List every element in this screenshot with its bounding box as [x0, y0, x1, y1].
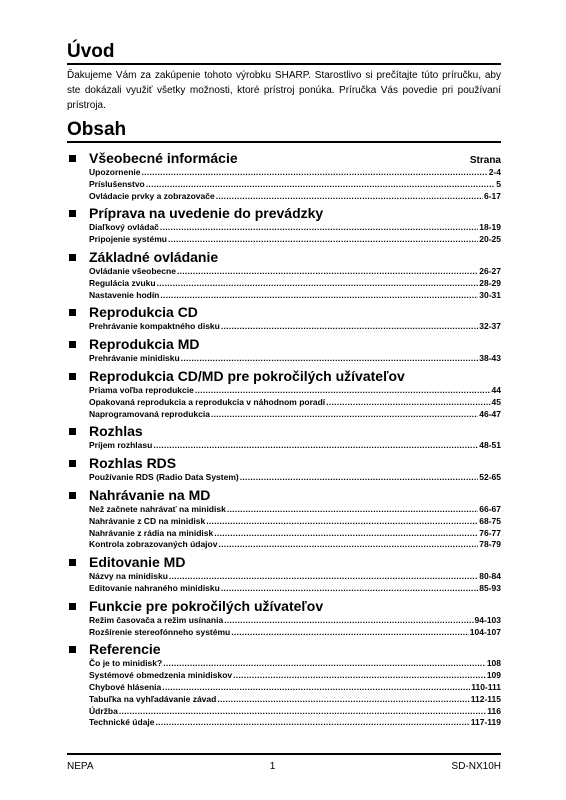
- dot-leader: [169, 571, 478, 583]
- toc-entry: [67, 191, 501, 203]
- toc-entry: [67, 627, 501, 639]
- toc-section-title: Nahrávanie na MD: [89, 486, 211, 503]
- toc-entry-label: Príjem rozhlasu: [89, 440, 153, 451]
- dot-leader: [206, 516, 478, 528]
- dot-leader: [156, 717, 470, 729]
- toc-entry-pages: 32-37: [479, 321, 501, 332]
- toc-section-header: [67, 205, 501, 222]
- toc-section-header: [67, 423, 501, 440]
- toc-entry-label: Upozornenie: [89, 167, 141, 177]
- toc-entry-label: Prehrávanie minidisku: [89, 353, 180, 364]
- dot-leader: [146, 179, 496, 191]
- dot-leader: [214, 528, 478, 540]
- toc-entry-pages: 20-25: [479, 234, 501, 245]
- square-bullet-icon: [69, 210, 76, 217]
- page-number: 1: [269, 761, 276, 772]
- toc-entry-label: Príslušenstvo: [89, 178, 145, 189]
- toc-entry-pages: 112-115: [470, 693, 501, 704]
- toc-entry-pages: 6-17: [483, 190, 501, 201]
- toc-entry: [67, 179, 501, 191]
- toc-entry: [67, 321, 501, 333]
- toc-entry: [67, 682, 501, 694]
- toc-entry-label: Diaľkový ovládač: [89, 222, 159, 233]
- dot-leader: [163, 658, 486, 670]
- dot-leader: [141, 167, 487, 179]
- toc-entry-pages: 26-27: [479, 265, 501, 276]
- toc-section: [67, 150, 501, 202]
- dot-leader: [227, 504, 478, 516]
- toc-section-title: Rozhlas RDS: [89, 455, 177, 472]
- toc-entry-label: Chybové hlásenia: [89, 681, 162, 692]
- toc-entry: [67, 234, 501, 246]
- toc-entry-pages: 104-107: [469, 626, 501, 637]
- toc-section-header: [67, 150, 501, 167]
- toc-entry: [67, 266, 501, 278]
- toc-section: [67, 205, 501, 246]
- toc-entry-pages: 48-51: [479, 440, 501, 451]
- toc-entry: [67, 222, 501, 234]
- toc-section-header: [67, 249, 501, 266]
- toc-entry: [67, 528, 501, 540]
- page-footer: [67, 761, 501, 772]
- dot-leader: [181, 353, 479, 365]
- toc-entry-label: Nastavenie hodín: [89, 289, 160, 300]
- toc-entry-label: Než začnete nahrávať na minidisk: [89, 503, 226, 514]
- toc-entry: [67, 353, 501, 365]
- toc-entry-pages: 52-65: [479, 472, 501, 483]
- dot-leader: [177, 266, 478, 278]
- dot-leader: [231, 627, 469, 639]
- toc-entry-pages: 80-84: [479, 571, 501, 582]
- toc-entry-pages: 66-67: [479, 503, 501, 514]
- toc-entry-pages: 68-75: [479, 515, 501, 526]
- toc-entry-label: Kontrola zobrazovaných údajov: [89, 539, 218, 550]
- dot-leader: [218, 539, 478, 551]
- toc-section-header: [67, 336, 501, 353]
- toc-section-title: Základné ovládanie: [89, 248, 219, 265]
- toc-section: [67, 249, 501, 301]
- toc-entry-label: Nahrávanie z rádia na minidisk: [89, 527, 214, 538]
- dot-leader: [160, 290, 478, 302]
- intro-heading-rule: [67, 63, 501, 65]
- toc-entry-pages: 109: [486, 670, 501, 681]
- toc-entry-label: Rozšírenie stereofónneho systému: [89, 626, 231, 637]
- square-bullet-icon: [69, 492, 76, 499]
- dot-leader: [157, 278, 479, 290]
- toc-entry-pages: 76-77: [479, 527, 501, 538]
- intro-heading: Úvod: [67, 41, 115, 62]
- toc-entry-label: Čo je to minidisk?: [89, 658, 163, 669]
- toc-entry: [67, 516, 501, 528]
- intro-paragraph: Ďakujeme Vám za zakúpenie tohoto výrobku SHARP. Starostlivo si prečítajte túto príručku, aby ste dokázali využiť všetky možnosti, ktoré prístroj ponúka. Príručka Vás povedie pri používaní prístroja.: [67, 70, 501, 111]
- toc-entry-label: Ovládacie prvky a zobrazovače: [89, 190, 215, 201]
- square-bullet-icon: [69, 309, 76, 316]
- toc-section: [67, 455, 501, 484]
- toc-entry: [67, 472, 501, 484]
- toc-entry-pages: 28-29: [479, 277, 501, 288]
- toc-section-header: [67, 598, 501, 615]
- toc-section-title: Reprodukcia MD: [89, 336, 200, 353]
- toc-entry: [67, 290, 501, 302]
- toc-entry-pages: 30-31: [479, 289, 501, 300]
- model-number: SD-NX10H: [451, 761, 501, 772]
- toc-section: [67, 641, 501, 729]
- dot-leader: [221, 321, 478, 333]
- toc-section-header: [67, 368, 501, 385]
- toc-entry-pages: 94-103: [474, 614, 501, 625]
- toc-section-header: [67, 554, 501, 571]
- toc-entry: [67, 278, 501, 290]
- contents-heading: Obsah: [67, 119, 127, 140]
- footer-rule: [67, 753, 501, 755]
- toc-section-title: Príprava na uvedenie do prevádzky: [89, 205, 324, 222]
- dot-leader: [216, 191, 483, 203]
- toc-entry: [67, 706, 501, 718]
- toc-entry-pages: 108: [486, 658, 501, 669]
- square-bullet-icon: [69, 155, 76, 162]
- dot-leader: [326, 397, 490, 409]
- toc-entry-pages: 44: [491, 384, 501, 395]
- toc-entry-label: Prehrávanie kompaktného disku: [89, 321, 220, 332]
- dot-leader: [224, 615, 473, 627]
- contents-heading-rule: [67, 141, 501, 143]
- dot-leader: [160, 222, 478, 234]
- toc-section-header: [67, 641, 501, 658]
- toc-entry-pages: 116: [487, 705, 501, 716]
- toc-entry-label: Názvy na minidisku: [89, 571, 168, 582]
- footer-left: NEPA: [67, 761, 94, 772]
- toc-entry-label: Editovanie nahraného minidisku: [89, 582, 220, 593]
- toc-entry-pages: 45: [491, 396, 501, 407]
- toc-entry-pages: 5: [496, 178, 501, 189]
- toc-entry: [67, 409, 501, 421]
- toc-entry-pages: 2-4: [488, 167, 501, 177]
- toc-entry-pages: 18-19: [479, 222, 501, 233]
- toc-entry: [67, 717, 501, 729]
- toc-entry-pages: 78-79: [479, 539, 501, 550]
- toc-section: [67, 598, 501, 639]
- square-bullet-icon: [69, 254, 76, 261]
- dot-leader: [162, 682, 470, 694]
- toc-entry: [67, 385, 501, 397]
- toc-section-header: [67, 304, 501, 321]
- toc-entry-pages: 85-93: [479, 582, 501, 593]
- toc-section-title: Funkcie pre pokročilých užívateľov: [89, 597, 324, 614]
- dot-leader: [221, 583, 478, 595]
- toc-section: [67, 423, 501, 452]
- toc-entry-label: Údržba: [89, 705, 118, 716]
- toc-section-title: Referencie: [89, 641, 161, 658]
- toc-entry: [67, 167, 501, 179]
- toc-entry: [67, 571, 501, 583]
- toc-entry: [67, 694, 501, 706]
- toc-entry-pages: 110-111: [471, 681, 501, 692]
- toc-entry-label: Režim časovača a režim usínania: [89, 614, 224, 625]
- toc-entry-label: Opakovaná reprodukcia a reprodukcia v náhodnom poradí: [89, 396, 326, 407]
- page-column-label: Strana: [469, 155, 501, 166]
- square-bullet-icon: [69, 603, 76, 610]
- dot-leader: [153, 440, 478, 452]
- toc-entry: [67, 670, 501, 682]
- toc-entry: [67, 658, 501, 670]
- dot-leader: [240, 472, 479, 484]
- toc-section-title: Reprodukcia CD: [89, 304, 198, 321]
- square-bullet-icon: [69, 559, 76, 566]
- toc-entry-label: Používanie RDS (Radio Data System): [89, 472, 239, 483]
- toc-entry-label: Ovládanie všeobecne: [89, 265, 176, 276]
- toc-entry-label: Regulácia zvuku: [89, 277, 156, 288]
- toc-section: [67, 368, 501, 420]
- dot-leader: [233, 670, 486, 682]
- toc-section: [67, 336, 501, 365]
- toc-section-header: [67, 487, 501, 504]
- toc-section: [67, 304, 501, 333]
- dot-leader: [119, 706, 486, 718]
- toc-entry-label: Priama voľba reprodukcie: [89, 384, 194, 395]
- toc-entry-pages: 117-119: [470, 717, 501, 728]
- dot-leader: [195, 385, 491, 397]
- toc-section: [67, 487, 501, 551]
- toc-entry: [67, 539, 501, 551]
- dot-leader: [168, 234, 478, 246]
- toc-section: [67, 554, 501, 595]
- toc-entry-pages: 38-43: [479, 353, 501, 364]
- toc-entry-label: Pripojenie systému: [89, 234, 167, 245]
- square-bullet-icon: [69, 428, 76, 435]
- toc-entry-pages: 46-47: [479, 408, 501, 419]
- square-bullet-icon: [69, 373, 76, 380]
- toc-entry-label: Nahrávanie z CD na minidisk: [89, 515, 206, 526]
- toc-entry: [67, 440, 501, 452]
- square-bullet-icon: [69, 646, 76, 653]
- toc-section-title: Všeobecné informácie: [89, 150, 238, 166]
- toc-entry: [67, 615, 501, 627]
- toc-entry: [67, 397, 501, 409]
- toc-section-title: Rozhlas: [89, 423, 143, 440]
- toc-entry: [67, 583, 501, 595]
- toc-entry-label: Naprogramovaná reprodukcia: [89, 408, 210, 419]
- toc-entry: [67, 504, 501, 516]
- toc-entry-label: Tabuľka na vyhľadávanie závad: [89, 693, 217, 704]
- dot-leader: [217, 694, 469, 706]
- square-bullet-icon: [69, 341, 76, 348]
- toc-section-title: Editovanie MD: [89, 554, 186, 571]
- toc-section-title: Reprodukcia CD/MD pre pokročilých užívateľov: [89, 367, 405, 384]
- toc-entry-label: Technické údaje: [89, 717, 155, 728]
- toc-entry-label: Systémové obmedzenia minidiskov: [89, 670, 233, 681]
- square-bullet-icon: [69, 460, 76, 467]
- table-of-contents: [67, 150, 501, 729]
- dot-leader: [211, 409, 478, 421]
- toc-section-header: [67, 455, 501, 472]
